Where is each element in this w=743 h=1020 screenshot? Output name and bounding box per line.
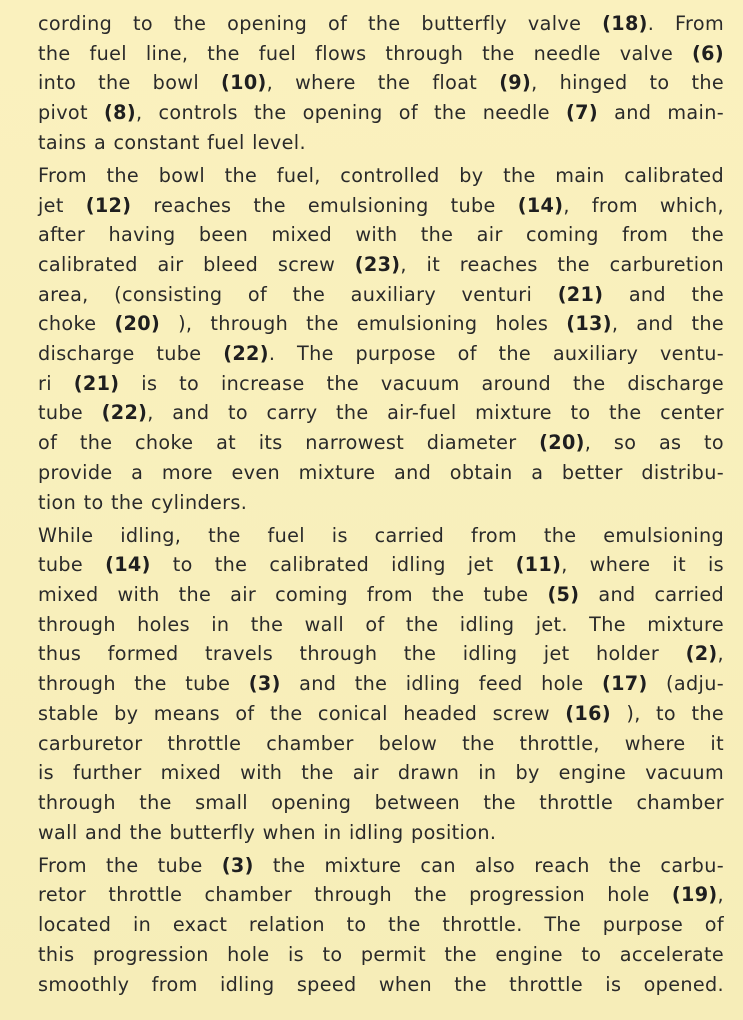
text-run: ), through the emulsioning holes [160,312,567,336]
part-reference: (9) [499,71,532,95]
paragraph [38,9,724,157]
text-run: , from which, [563,193,724,217]
text-run: tube [38,401,102,425]
part-reference: (20) [539,431,585,455]
text-run: While idling, the fuel is carried from the emulsioning [38,523,724,547]
text-line [38,970,724,1000]
text-run: after having been mixed with the air coming from the [38,223,724,247]
text-line [38,458,724,488]
part-reference: (14) [105,553,151,577]
text-line [38,488,724,518]
text-run: located in exact relation to the throttle. The purpose of [38,913,724,937]
part-reference: (6) [692,41,724,65]
text-run: pivot [38,101,104,125]
text-run: the mixture can also reach the carbu- [253,853,724,877]
text-line [38,910,724,940]
part-reference: (2) [685,642,718,666]
text-line [38,339,724,369]
text-line [38,699,724,729]
part-reference: (13) [566,312,612,336]
text-run: this progression hole is to permit the engine to accelerate [38,942,724,966]
part-reference: (22) [223,342,269,366]
text-line [38,610,724,640]
text-run: ), to the [610,701,724,725]
part-reference: (19) [671,883,718,907]
text-run: , hinged to the [531,71,724,95]
text-run: From the bowl the fuel, controlled by the main calibrated [38,163,724,187]
text-run: through holes in the wall of the idling jet. The mixture [38,612,724,636]
text-run: carburetor throttle chamber below the throttle, where it [38,731,724,755]
paragraph [38,851,724,999]
text-run: From the tube [38,853,222,877]
text-run: tion to the cylinders. [38,490,248,514]
part-reference: (17) [601,672,648,696]
text-run: into the bowl [38,71,222,95]
part-reference: (20) [114,312,161,336]
text-line [38,788,724,818]
text-line [38,940,724,970]
part-reference: (3) [248,672,281,696]
text-run: and the idling feed hole [280,672,602,696]
text-run: calibrated air bleed screw [38,253,355,276]
text-run: , controls the opening of the needle [135,101,567,125]
part-reference: (21) [557,282,604,306]
text-run: and the [603,282,724,306]
text-line [38,851,724,881]
text-line [38,580,724,610]
part-reference: (14) [517,193,564,217]
text-run: is to increase the vacuum around the discharge [119,371,724,395]
text-run: . From [647,12,724,35]
text-line [38,161,724,191]
part-reference: (8) [104,101,136,125]
part-reference: (7) [566,101,598,125]
text-run: , it reaches the carburetion [400,253,724,276]
text-line [38,191,724,221]
text-line [38,68,724,98]
text-line [38,550,724,580]
text-run: of the choke at its narrowest diameter [38,431,540,455]
text-line [38,428,724,458]
text-line [38,818,724,848]
text-run: jet [38,193,86,217]
text-line [38,669,724,699]
text-run: , and to carry the air-fuel mixture to the center [147,401,724,425]
text-line [38,250,724,280]
text-line [38,398,724,428]
text-run: wall and the butterfly when in idling position. [38,820,497,844]
text-run: , where the float [266,71,500,95]
part-reference: (10) [221,71,267,95]
text-run: tube [38,553,106,577]
text-run: through the small opening between the throttle chamber [38,790,724,814]
text-run: , so as to [584,431,724,455]
text-line [38,639,724,669]
text-run: mixed with the air coming from the tube [38,583,548,607]
part-reference: (16) [565,701,611,725]
text-run: , and the [611,312,724,336]
text-run: provide a more even mixture and obtain a better distribu- [38,460,724,484]
text-line [38,729,724,759]
text-run: retor throttle chamber through the progression hole [38,883,672,907]
text-line [38,128,724,158]
part-reference: (3) [221,853,254,877]
part-reference: (23) [354,253,401,276]
part-reference: (12) [85,193,132,217]
part-reference: (11) [515,553,562,577]
text-run: choke [38,312,115,336]
text-line [38,9,724,39]
paragraph [38,161,724,517]
text-line [38,220,724,250]
text-run: through the tube [38,672,249,696]
text-line [38,280,724,310]
text-run: , [717,883,724,907]
text-line [38,369,724,399]
text-run: and carried [579,583,725,607]
text-run: tains a constant fuel level. [38,130,306,154]
body-text [38,9,724,1003]
part-reference: (21) [73,371,120,395]
part-reference: (22) [101,401,148,425]
part-reference: (18) [602,12,648,35]
part-reference: (5) [547,583,580,607]
text-line [38,39,724,69]
text-run: reaches the emulsioning tube [131,193,518,217]
text-run: , [717,642,724,666]
text-run: and main- [597,101,724,125]
text-run: is further mixed with the air drawn in by engine vacuum [38,761,724,785]
text-run: to the calibrated idling jet [150,553,516,577]
text-run: stable by means of the conical headed screw [38,701,566,725]
text-run: . The purpose of the auxiliary ventu- [268,342,724,366]
text-run: smoothly from idling speed when the throttle is opened. [38,972,724,996]
text-line [38,880,724,910]
text-run: discharge tube [38,342,224,366]
paragraph [38,521,724,848]
text-run: the fuel line, the fuel flows through the needle valve [38,41,693,65]
text-run: , where it is [561,553,725,577]
text-run: thus formed travels through the idling jet holder [38,642,686,666]
text-run: (adju- [647,672,724,696]
text-line [38,98,724,128]
text-line [38,309,724,339]
text-run: cording to the opening of the butterfly valve [38,12,603,35]
text-line [38,521,724,551]
text-run: area, (consisting of the auxiliary venturi [38,282,558,306]
text-run: ri [38,371,74,395]
text-line [38,758,724,788]
